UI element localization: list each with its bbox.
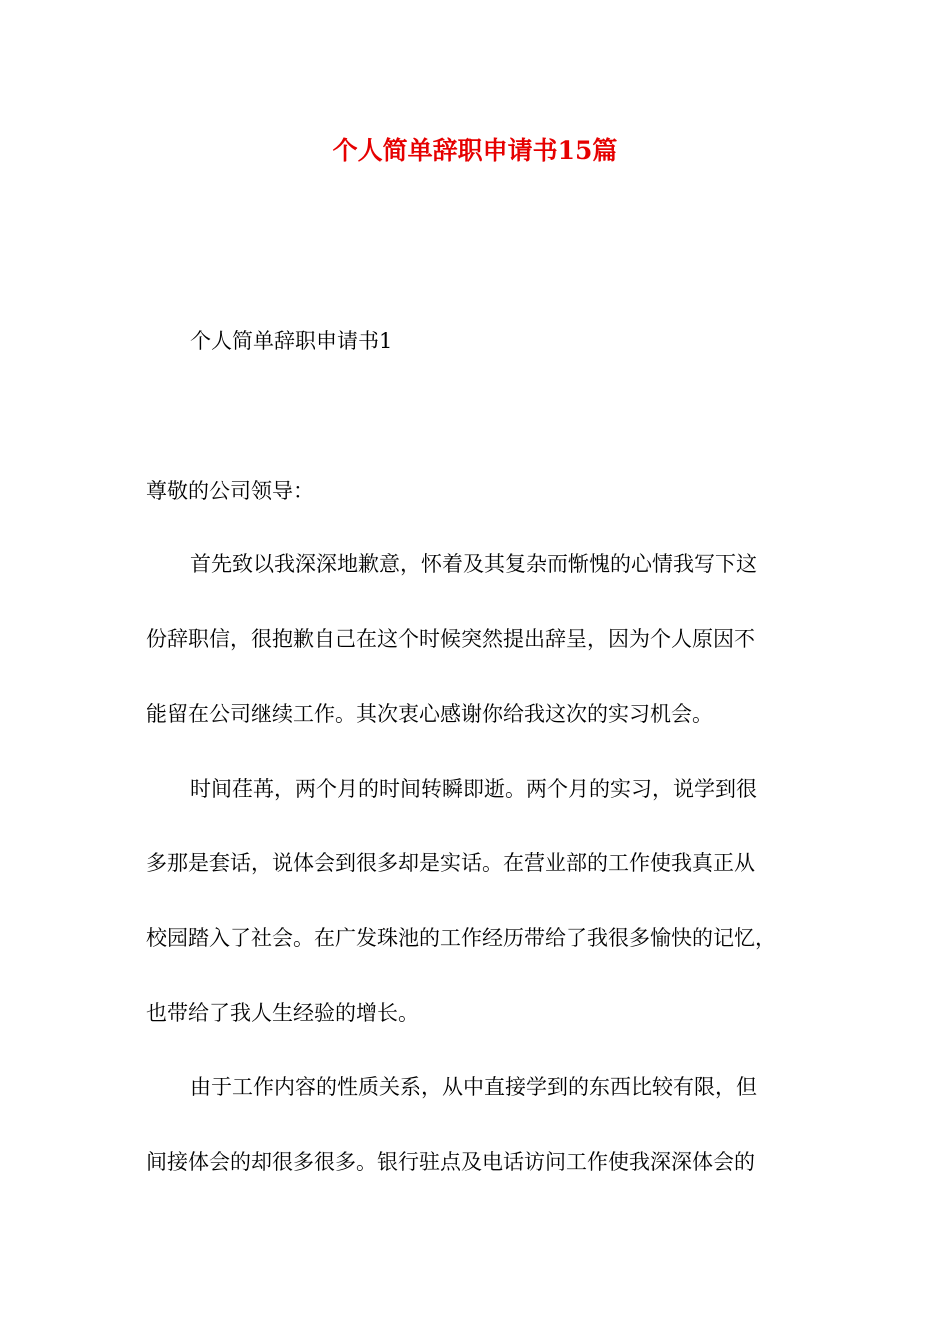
paragraph-line: 由于工作内容的性质关系，从中直接学到的东西比较有限，但 (190, 1075, 757, 1099)
paragraph-line: 份辞职信，很抱歉自己在这个时候突然提出辞呈，因为个人原因不 (146, 627, 755, 651)
paragraph-line: 能留在公司继续工作。其次衷心感谢你给我这次的实习机会。 (146, 702, 713, 726)
section-heading: 个人简单辞职申请书1 (190, 329, 393, 353)
paragraph-line: 多那是套话，说体会到很多却是实话。在营业部的工作使我真正从 (146, 851, 755, 875)
paragraph-line: 校园踏入了社会。在广发珠池的工作经历带给了我很多愉快的记忆， (146, 926, 776, 950)
salutation: 尊敬的公司领导： (146, 479, 314, 503)
paragraph-line: 时间荏苒，两个月的时间转瞬即逝。两个月的实习，说学到很 (190, 777, 757, 801)
document-title: 个人简单辞职申请书15篇 (332, 136, 618, 165)
paragraph-line: 间接体会的却很多很多。银行驻点及电话访问工作使我深深体会的 (146, 1150, 755, 1174)
paragraph-line: 也带给了我人生经验的增长。 (146, 1001, 419, 1025)
paragraph-line: 首先致以我深深地歉意，怀着及其复杂而惭愧的心情我写下这 (190, 552, 757, 576)
